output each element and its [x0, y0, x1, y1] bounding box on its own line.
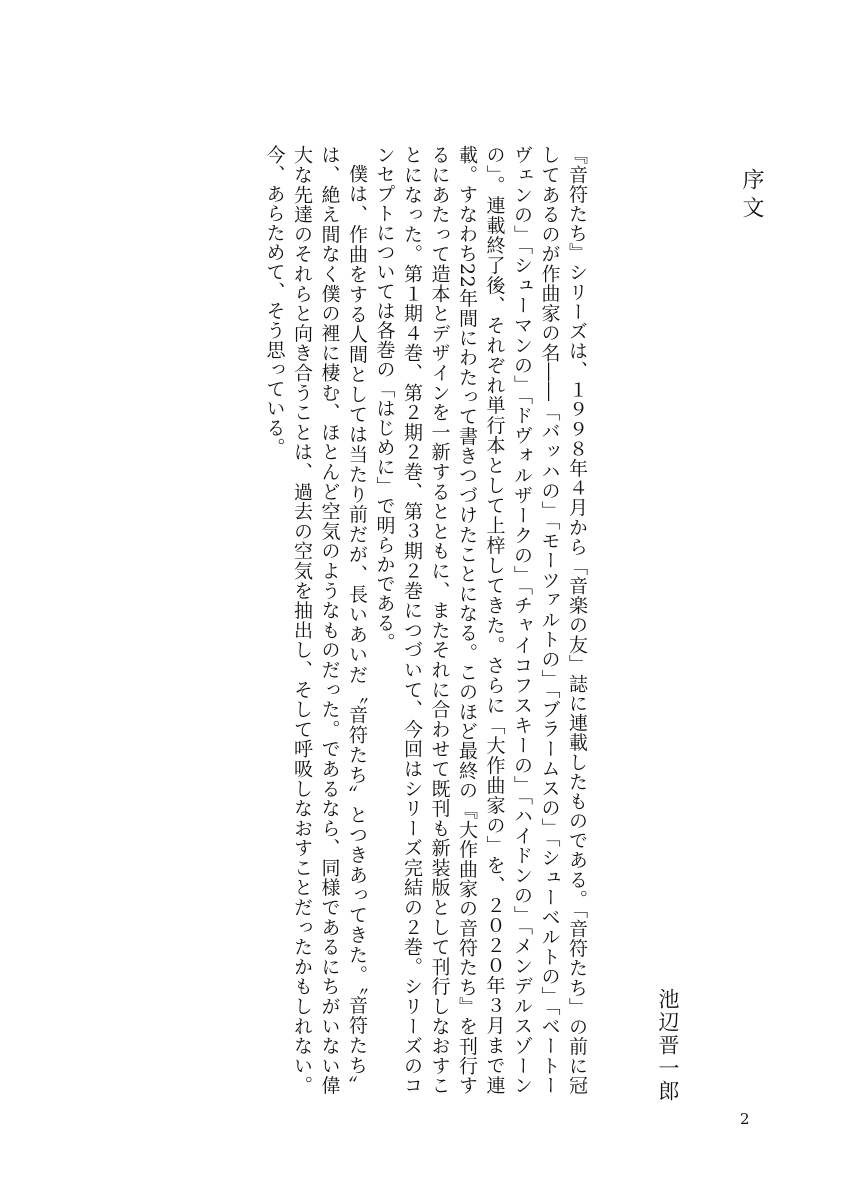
body-paragraph: 僕は、作曲をする人間としては当たり前だが、長いあいだ〝音符たち〟とつきあってきた。〝音符たち〟は、絶え間なく僕の裡に棲む、ほとんど空気のようなものだった。であるなら、同様であるにちがいない偉大な先達のそれらと向き合うことは、過去の空気を抽出し、そして呼吸しなおすことだったかもしれない。今、あらためて、そう思っている。: [263, 145, 368, 1095]
page-title: 序文: [739, 168, 764, 224]
author-name: 池辺晋一郎: [656, 988, 680, 1103]
page-number: 2: [740, 1110, 750, 1128]
body-text: [245, 145, 590, 1095]
body-paragraph: 『音符たち』シリーズは、１９９８年４月から「音楽の友」誌に連載したものである。「音符たち」の前に冠してあるのが作曲家の名――「バッハの」「モーツァルトの」「ブラームスの」「シューベルトの」「ベートーヴェンの」「シューマンの」「ドヴォルザークの」「チャイコフスキーの」「ハイドンの」「メンデルスゾーンの」。連載終了後、それぞれ単行本として上梓してきた。さらに「大作曲家の」を、２０２０年３月まで連載。すなわち22年間にわたって書きつづけたことになる。このほど最終の『大作曲家の音符たち』を刊行するにあたって造本とデザインを一新するとともに、またそれに合わせて既刊も新装版として刊行しなおすことになった。第１期４巻、第２期２巻、第３期２巻につづいて、今回はシリーズ完結の２巻。シリーズのコンセプトについては各巻の「はじめに」で明らかである。: [373, 145, 588, 1096]
